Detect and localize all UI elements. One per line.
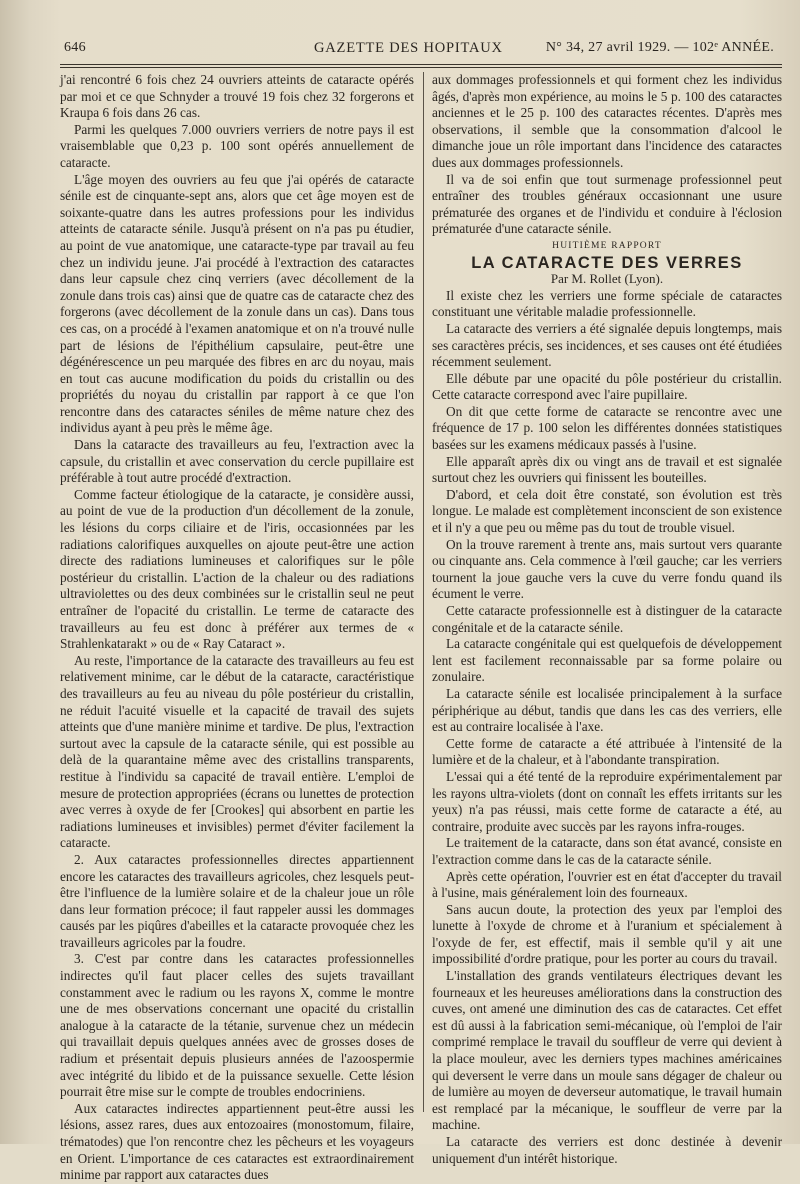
page-header [64, 36, 774, 60]
paragraph: Comme facteur étiologique de la cataracte, je considère aussi, au point de vue de la production d'un décollement de la zonule, les lésions du corps ciliaire et de l'iris, occasionnées par les radiations calorifiques auxquelles on ajoute peut-être une action directe des radiations lumineuses et calorifiques sur le pôle postérieur du cristallin. L'action de la chaleur ou des radiations ultraviolettes ou des deux combinées sur le cristallin seul ne peut entraîner de l'opacité du cristallin. Le terme de cataracte des travailleurs au feu est donc à préférer aux termes de « Strahlenkatarakt » ou de « Ray Cataract ». [60, 486, 414, 652]
paragraph: D'abord, et cela doit être constaté, son évolution est très longue. Le malade est complètement inconscient de son existence et il n'y a que peu ou même pas du tout de trouble visuel. [432, 486, 782, 536]
right-column [432, 72, 782, 1167]
paragraph: La cataracte des verriers a été signalée depuis longtemps, mais ses caractères précis, ses incidences, et ses causes ont été étudiées récemment seulement. [432, 320, 782, 370]
paragraph: L'âge moyen des ouvriers au feu que j'ai opérés de cataracte sénile est de cinquante-sept ans, alors que cet âge moyen est de soixante-quatre dans les autres professions pour les individus atteints de cataracte sénile. Jusqu'à présent on n'a pas pu étudier, au point de vue anatomique, une cataracte-type par travail au feu chez un individu jeune. J'ai procédé à l'extraction des cataractes dans leur capsule chez cinq verriers (avec décollement de la zonule dans trois cas) ainsi que de quatre cas de cataracte chez des forgerons (avec décollement de la zonule dans un cas). Dans tous ces cas, on a procédé à l'examen anatomique et on n'a trouvé nulle part de lésions de l'épithélium capsulaire, peut-être une dégénérescence un peu marquée des fibres en arc du noyau, mais en tout cas aucune modification du poids du cristallin ou des propriétés du noyau du cristallin par rapport à ce que l'on rencontre dans des cataractes séniles de même nature chez des individus ayant à peu près le même âge. [60, 171, 414, 436]
paragraph: L'installation des grands ventilateurs électriques devant les fourneaux et les heureuses améliorations dans la construction des cuves, ont amené une diminution des cas de cataractes. Cet effet est dû aussi à la fabrication semi-mécanique, où l'emploi de l'air comprimé remplace le travail du souffleur de verre qui devient à la place mouleur, avec les derniers types machines américaines qui deversent le verre dans un moule sans dégager de chaleur ou de lumière au moyen de deverseur automatique, le travail humain est remplacé par la mécanique, le souffleur de verre par la machine. [432, 968, 782, 1133]
report-label: HUITIÈME RAPPORT [552, 240, 662, 251]
paragraph: Après cette opération, l'ouvrier est en état d'accepter du travail à l'usine, mais généralement loin des fourneaux. [432, 868, 782, 901]
paragraph: Cette forme de cataracte a été attribuée à l'intensité de la lumière et de la chaleur, et à l'abondante transpiration. [432, 735, 782, 768]
header-rule [60, 64, 782, 68]
paragraph: Dans la cataracte des travailleurs au feu, l'extraction avec la capsule, du cristallin et avec conservation du cercle pupillaire est préférable à tout autre procédé d'extraction. [60, 437, 414, 486]
paragraph: Cette cataracte professionnelle est à distinguer de la cataracte congénitale et de la cataracte sénile. [432, 603, 782, 635]
paragraph: La cataracte congénitale qui est quelquefois de développement lent est facilement reconnaissable par sa forme polaire ou zonulaire. [432, 636, 782, 685]
paragraph: 3. C'est par contre dans les cataractes professionnelles indirectes qu'il faut placer celles des sujets travaillant constamment avec le radium ou les rayons X, comme le montre une de mes observations concernant une opacité du cristallin analogue à la cataracte de la tétanie, survenue chez un médecin qui travaillait depuis quelques années avec de grosses doses de radium et présentait depuis plusieurs années de l'azoospermie avec intégrité du libido et de la puissance sexuelle. Cette lésion pourrait être mise sur le compte de troubles endocriniens. [60, 951, 414, 1100]
paragraph: Au reste, l'importance de la cataracte des travailleurs au feu est relativement minime, car le début de la cataracte, caractéristique des travailleurs au feu au niveau du pôle postérieur du cristallin, ne réduit l'acuité visuelle et la capacité de travail des sujets atteints que d'une manière minime et tardive. De plus, l'extraction surtout avec la capsule de la cataracte sénile, qui est possible au delà de la quarantaine même avec des cristallins transparents, restitue à l'individu sa capacité de travail entière. L'emploi de mesure de protection appropriées (écrans ou lunettes de protection avec verres à oxyde de fer [Crookes] qui absorbent en partie les radiations lumineuses et invisibles) permet d'éviter facilement la cataracte. [60, 652, 414, 851]
issue-info: N° 34, 27 avril 1929. — 102ᵉ ANNÉE. [545, 40, 774, 55]
paragraph: Aux cataractes indirectes appartiennent peut-être aussi les lésions, assez rares, dues aux entozoaires (monostomum, filaire, trématodes) que l'on rencontre chez les pêcheurs et les voyageurs en Orient. L'importance de ces cataractes est extraordinairement minime par rapport aux cataractes dues [60, 1100, 414, 1183]
paragraph: La cataracte sénile est localisée principalement à la surface périphérique au début, tandis que dans les cas des verriers, elle est au contraire localisée à l'axe. [432, 685, 782, 735]
paragraph: Elle apparaît après dix ou vingt ans de travail et est signalée surtout chez les ouvriers qui finissent les bouteilles. [432, 453, 782, 486]
paragraph: 2. Aux cataractes professionnelles directes appartiennent encore les cataractes des travailleurs agricoles, chez lesquels peut-être l'influence de la lumière solaire et de la chaleur joue un rôle dans leur formation précoce; il faut rappeler aussi les dommages causés par les piqûres d'abeilles et la cataracte provoquée chez les travailleurs agricoles par la foudre. [60, 851, 414, 950]
paragraph: L'essai qui a été tenté de la reproduire expérimentalement par les rayons ultra-violets (dont on connaît les effets irritants sur les yeux) n'a pas réussi, mais cette forme de cataracte a été, au contraire, produite avec succès par les rayons infra-rouges. [432, 768, 782, 834]
paragraph: Parmi les quelques 7.000 ouvriers verriers de notre pays il est vraisemblable que 0,23 p. 100 sont opérés annuellement de cataracte. [60, 121, 414, 170]
paragraph: On la trouve rarement à trente ans, mais surtout vers quarante ou cinquante ans. Cela commence à l'œil gauche; car les verriers tournent la joue gauche vers la cuve du verre fondu quand ils écument le verre. [432, 536, 782, 602]
paragraph: aux dommages professionnels et qui forment chez les individus âgés, d'après mon expérience, au moins le 5 p. 100 des cataractes anciennes et le 25 p. 100 des cataractes récentes. D'après mes observations, il semble que la consommation d'alcool le dimanche joue un rôle important dans l'incidence des cataractes dues aux dommages professionnels. [432, 72, 782, 170]
paragraph: Il va de soi enfin que tout surmenage professionnel peut entraîner des troubles généraux occasionnant une usure prématurée des organes et de l'individu et conduire à l'éclosion prématurée d'une cataracte sénile. [432, 171, 782, 237]
report-title: LA CATARACTE DES VERRES [471, 253, 743, 272]
page-number: 646 [64, 40, 86, 55]
paragraph: Il existe chez les verriers une forme spéciale de cataractes constituant une véritable maladie professionnelle. [432, 287, 782, 320]
paragraph: La cataracte des verriers est donc destinée à devenir uniquement d'un intérêt historique. [432, 1134, 782, 1166]
paragraph: Le traitement de la cataracte, dans son état avancé, consiste en l'extraction comme dans le cas de la cataracte sénile. [432, 835, 782, 867]
paragraph: Elle débute par une opacité du pôle postérieur du cristallin. Cette cataracte correspond avec l'aire pupillaire. [432, 370, 782, 403]
journal-title: GAZETTE DES HOPITAUX [314, 40, 503, 56]
report-author: Par M. Rollet (Lyon). [550, 271, 664, 287]
paragraph: j'ai rencontré 6 fois chez 24 ouvriers atteints de cataracte opérés par moi et ce que Schnyder a trouvé 19 fois chez 32 forgerons et Kraupa 6 fois dans 26 cas. [60, 72, 414, 121]
column-divider [423, 72, 424, 1112]
paragraph: Sans aucun doute, la protection des yeux par l'emploi des lunette à l'oxyde de chrome et à l'uranium et spécialement à l'oxyde de fer, est effectif, mais il semble qu'il y ait une impossibilité d'ordre pratique, pour les porter au cours du travail. [432, 901, 782, 967]
paragraph: On dit que cette forme de cataracte se rencontre avec une fréquence de 17 p. 100 selon les différentes données statistiques basées sur les examens médicaux passés à l'usine. [432, 403, 782, 453]
left-column [60, 72, 414, 1184]
